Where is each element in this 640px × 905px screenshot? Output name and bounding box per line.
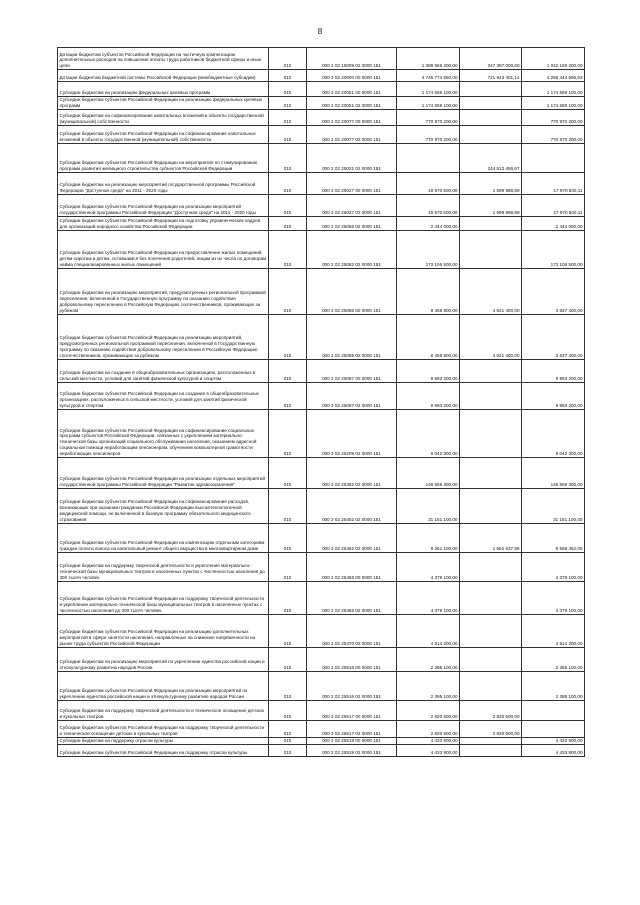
row-kbk-cell: 000 2 02 25082 02 0000 151 <box>307 230 397 268</box>
row-code-cell: 010 <box>269 737 307 744</box>
row-code-cell: 010 <box>269 314 307 359</box>
row-rest-cell <box>522 720 585 737</box>
row-code-cell: 010 <box>269 143 307 172</box>
row-rest-cell: 9 993 200,00 <box>522 382 585 409</box>
row-name-cell: Субсидии бюджетам субъектов Российской Федерации на поддержку творческой деятельности и укрепление материально-технической базы муниципальных театров в населенных пунктах с численностью населения до 300 тысяч человек <box>58 581 269 614</box>
row-rest-cell: 6 042 300,00 <box>522 409 585 457</box>
row-plan-cell <box>397 143 460 172</box>
row-rest-cell: 3 837 400,00 <box>522 268 585 314</box>
row-kbk-cell: 000 2 02 25466 02 0000 151 <box>307 581 397 614</box>
row-rest-cell: 1 174 669 100,00 <box>522 97 585 110</box>
table-row <box>58 581 585 614</box>
row-kbk-cell: 000 2 02 20000 00 0000 151 <box>307 70 397 82</box>
row-rest-cell: 4 433 900,00 <box>522 737 585 744</box>
row-kbk-cell: 000 2 02 25021 02 0000 151 <box>307 143 397 172</box>
row-name-cell: Субсидии бюджетам на поддержку творческой деятельности и укрепление материально-технической базы муниципальных театров в населенных пунктах с численностью населения до 300 тысяч человек <box>58 552 269 581</box>
row-kbk-cell: 000 2 02 20077 00 0000 151 <box>307 109 397 125</box>
table-row <box>58 172 585 194</box>
row-kbk-cell: 000 2 02 25470 02 0000 151 <box>307 614 397 647</box>
row-code-cell: 010 <box>269 523 307 552</box>
table-row <box>58 109 585 125</box>
row-kbk-cell: 000 2 02 25066 02 0000 151 <box>307 216 397 230</box>
row-fact-cell <box>460 97 522 110</box>
row-name-cell: Дотации бюджетам субъектов Российской Федерации на частичную компенсацию дополнительных расходов на повышение оплаты труда работников бюджетной сферы и иные цели <box>58 48 269 70</box>
table-row <box>58 48 585 70</box>
row-name-cell: Субсидии бюджетам субъектов Российской Федерации на предоставление жилых помещений детям-сиротам и детям, оставшимся без попечения родителей, лицам из их числа по договорам найма специализированных жилых помещений <box>58 230 269 268</box>
row-name-cell: Субсидии бюджетам субъектов Российской Федерации на поддержку творческой деятельности и техническое оснащение детских и кукольных театров <box>58 720 269 737</box>
row-fact-cell: 721 943 401,14 <box>460 70 522 82</box>
row-fact-cell <box>460 216 522 230</box>
row-code-cell: 010 <box>269 268 307 314</box>
row-rest-cell <box>522 700 585 720</box>
row-plan-cell: 4 433 900,00 <box>397 744 460 756</box>
row-name-cell: Субсидии бюджетам на реализацию мероприятий по укреплению единства российской нации и этнокультурному развитию народов России <box>58 647 269 671</box>
row-rest-cell: 1 174 669 100,00 <box>522 82 585 97</box>
row-rest-cell: 3 837 400,00 <box>522 314 585 359</box>
row-kbk-cell: 000 2 02 25086 02 0000 151 <box>307 314 397 359</box>
row-code-cell: 010 <box>269 581 307 614</box>
row-plan-cell: 6 042 300,00 <box>397 409 460 457</box>
row-plan-cell: 2 395 100,00 <box>397 671 460 700</box>
row-name-cell: Субсидии бюджетам субъектов Российской Федерации на реализацию мероприятий, предусмотренных региональной программой переселения, включенной в Государственную программу по оказанию содействия добровольному переселению в Российскую Федерацию соотечественников, проживающих за рубежом <box>58 314 269 359</box>
row-name-cell: Субсидии бюджетам субъектов Российской Федерации на реализацию дополнительных мероприятий в сфере занятости населения, направленных на снижение напряженности на рынке труда субъектов Российской Федерации <box>58 614 269 647</box>
table-row <box>58 457 585 488</box>
row-kbk-cell: 000 2 02 25402 02 0000 151 <box>307 488 397 523</box>
row-rest-cell: 17 970 500,11 <box>522 172 585 194</box>
row-plan-cell: 146 659 300,00 <box>397 457 460 488</box>
row-rest-cell: 9 993 200,00 <box>522 359 585 382</box>
row-fact-cell <box>460 82 522 97</box>
row-name-cell: Субсидии бюджетам субъектов Российской Федерации на софинансирование капитальных вложений в объекты государственной (муниципальной) собственности <box>58 125 269 143</box>
row-fact-cell <box>460 125 522 143</box>
table-row <box>58 314 585 359</box>
row-fact-cell <box>460 359 522 382</box>
row-fact-cell: 244 513 456,67 <box>460 143 522 172</box>
row-kbk-cell: 000 2 02 25097 02 0000 151 <box>307 382 397 409</box>
row-plan-cell: 4 914 200,00 <box>397 614 460 647</box>
row-plan-cell: 1 174 669 100,00 <box>397 82 460 97</box>
row-kbk-cell: 000 2 02 25462 02 0000 151 <box>307 523 397 552</box>
row-rest-cell: 4 379 100,00 <box>522 552 585 581</box>
row-name-cell: Субсидии бюджетам субъектов Российской Федерации на мероприятия по стимулированию программ развития жилищного строительства субъектов Российской Федерации <box>58 143 269 172</box>
row-fact-cell: 1 599 988,89 <box>460 194 522 216</box>
row-plan-cell: 4 745 774 550,00 <box>397 70 460 82</box>
table-row <box>58 409 585 457</box>
row-name-cell: Субсидии бюджетам на реализацию мероприятий, предусмотренных региональной программой переселения, включенной в Государственную программу по оказанию содействия добровольному переселению в Российскую Федерацию соотечественников, проживающих за рубежом <box>58 268 269 314</box>
table-row <box>58 382 585 409</box>
row-code-cell: 010 <box>269 48 307 70</box>
row-code-cell: 010 <box>269 409 307 457</box>
row-kbk-cell: 000 2 02 20077 02 0000 151 <box>307 125 397 143</box>
row-code-cell: 010 <box>269 230 307 268</box>
table-row <box>58 82 585 97</box>
row-code-cell: 010 <box>269 172 307 194</box>
row-plan-cell: 4 379 100,00 <box>397 552 460 581</box>
row-rest-cell: 4 379 100,00 <box>522 581 585 614</box>
row-name-cell: Субсидии бюджетам субъектов Российской Федерации на компенсацию отдельным категориям граждан оплаты взноса на капитальный ремонт общего имущества в многоквартирном доме <box>58 523 269 552</box>
row-code-cell: 010 <box>269 97 307 110</box>
row-plan-cell: 1 389 566 200,00 <box>397 48 460 70</box>
row-code-cell: 010 <box>269 82 307 97</box>
table-row <box>58 70 585 82</box>
budget-table <box>57 47 585 757</box>
table-row <box>58 488 585 523</box>
row-plan-cell: 8 458 800,00 <box>397 268 460 314</box>
row-code-cell: 010 <box>269 720 307 737</box>
row-kbk-cell: 000 2 02 25209 02 0000 151 <box>307 409 397 457</box>
row-fact-cell <box>460 488 522 523</box>
row-plan-cell: 8 251 100,00 <box>397 523 460 552</box>
row-fact-cell: 1 662 637,95 <box>460 523 522 552</box>
row-fact-cell <box>460 581 522 614</box>
row-fact-cell <box>460 230 522 268</box>
row-code-cell: 010 <box>269 382 307 409</box>
row-kbk-cell: 000 2 02 25027 02 0000 151 <box>307 194 397 216</box>
row-fact-cell <box>460 614 522 647</box>
row-kbk-cell: 000 2 02 25519 02 0000 151 <box>307 744 397 756</box>
row-kbk-cell: 000 2 02 20051 00 0000 151 <box>307 82 397 97</box>
row-plan-cell: 9 993 200,00 <box>397 359 460 382</box>
row-rest-cell: 17 970 500,11 <box>522 194 585 216</box>
row-code-cell: 010 <box>269 109 307 125</box>
row-plan-cell: 770 970 200,00 <box>397 125 460 143</box>
row-kbk-cell: 000 2 02 25517 00 0000 151 <box>307 700 397 720</box>
row-name-cell: Субсидии бюджетам на реализацию федеральных целевых программ <box>58 82 269 97</box>
row-name-cell: Субсидии бюджетам субъектов Российской Федерации на создание в общеобразовательных организациях, расположенных в сельской местности, условий для занятий физической культурой и спортом <box>58 382 269 409</box>
row-fact-cell <box>460 457 522 488</box>
table-row <box>58 647 585 671</box>
row-name-cell: Субсидии бюджетам субъектов Российской Федерации на реализацию отдельных мероприятий государственной программы Российской Федерации "Развитие здравоохранения" <box>58 457 269 488</box>
row-fact-cell <box>460 671 522 700</box>
table-row <box>58 523 585 552</box>
row-name-cell: Субсидии бюджетам субъектов Российской Федерации на реализацию мероприятий государственной программы Российской Федерации "Доступная среда" на 2011 - 2020 годы <box>58 194 269 216</box>
row-fact-cell <box>460 744 522 756</box>
row-name-cell: Субсидии бюджетам субъектов Российской Федерации на софинансирование расходов, возникающих при оказании гражданам Российской Федерации высокотехнологичной медицинской помощи, не включенной в базовую программу обязательного медицинского страхования <box>58 488 269 523</box>
row-name-cell: Субсидии бюджетам на поддержку творческой деятельности и техническое оснащение детских и кукольных театров <box>58 700 269 720</box>
row-rest-cell: 4 433 900,00 <box>522 744 585 756</box>
row-rest-cell <box>522 143 585 172</box>
row-name-cell: Субсидии бюджетам на реализацию мероприятий государственной программы Российской Федерации "Доступная среда" на 2011 - 2020 годы <box>58 172 269 194</box>
row-rest-cell: 4 914 200,00 <box>522 614 585 647</box>
row-kbk-cell: 000 2 02 25097 00 0000 151 <box>307 359 397 382</box>
table-row <box>58 671 585 700</box>
row-code-cell: 010 <box>269 700 307 720</box>
row-name-cell: Субсидии бюджетам на создание в общеобразовательных организациях, расположенных в сельской местности, условий для занятий физической культурой и спортом <box>58 359 269 382</box>
row-code-cell: 010 <box>269 216 307 230</box>
row-rest-cell: 770 970 200,00 <box>522 125 585 143</box>
row-rest-cell: 6 588 462,05 <box>522 523 585 552</box>
row-plan-cell: 2 395 100,00 <box>397 647 460 671</box>
row-name-cell: Субсидии бюджетам субъектов Российской Федерации на софинансирование социальных программ субъектов Российской Федерации, связанных с укреплением материально-технической базы организаций социального обслуживания населения, оказанием адресной социальной помощи неработающим пенсионерам, обучением компьютерной грамотности неработающих пенсионеров <box>58 409 269 457</box>
row-kbk-cell: 000 2 02 25086 00 0000 151 <box>307 268 397 314</box>
row-kbk-cell: 000 2 02 15009 02 0000 151 <box>307 48 397 70</box>
row-rest-cell: 2 444 000,00 <box>522 216 585 230</box>
row-plan-cell: 4 433 900,00 <box>397 737 460 744</box>
table-row <box>58 359 585 382</box>
table-row <box>58 744 585 756</box>
row-plan-cell: 173 106 500,00 <box>397 230 460 268</box>
table-row <box>58 216 585 230</box>
row-rest-cell: 770 970 200,00 <box>522 109 585 125</box>
table-row <box>58 194 585 216</box>
row-rest-cell: 2 395 100,00 <box>522 647 585 671</box>
row-name-cell: Субсидии бюджетам субъектов Российской Федерации на реализацию мероприятий по укреплению единства российской нации и этнокультурному развитию народов России <box>58 671 269 700</box>
row-code-cell: 010 <box>269 671 307 700</box>
page-number: 8 <box>317 27 323 36</box>
row-name-cell: Субсидии бюджетам субъектов Российской Федерации на поддержку отрасли культуры <box>58 744 269 756</box>
row-kbk-cell: 000 2 02 25516 00 0000 151 <box>307 647 397 671</box>
budget-table-body <box>58 48 585 757</box>
row-fact-cell: 1 599 988,89 <box>460 172 522 194</box>
row-plan-cell: 770 970 200,00 <box>397 109 460 125</box>
row-code-cell: 010 <box>269 194 307 216</box>
row-rest-cell: 2 395 100,00 <box>522 671 585 700</box>
row-rest-cell: 1 042 169 200,00 <box>522 48 585 70</box>
row-rest-cell: 31 161 100,00 <box>522 488 585 523</box>
table-row <box>58 720 585 737</box>
row-fact-cell: 347 397 000,00 <box>460 48 522 70</box>
row-plan-cell: 9 993 200,00 <box>397 382 460 409</box>
row-plan-cell: 19 570 500,00 <box>397 194 460 216</box>
row-plan-cell: 1 174 669 100,00 <box>397 97 460 110</box>
row-rest-cell: 4 268 444 596,83 <box>522 70 585 82</box>
row-rest-cell: 146 659 300,00 <box>522 457 585 488</box>
row-kbk-cell: 000 2 02 25027 00 0000 151 <box>307 172 397 194</box>
row-fact-cell <box>460 737 522 744</box>
row-rest-cell: 173 106 500,00 <box>522 230 585 268</box>
row-name-cell: Субсидии бюджетам на софинансирование капитальных вложений в объекты государственной (муниципальной) собственности <box>58 109 269 125</box>
table-row <box>58 700 585 720</box>
row-kbk-cell: 000 2 02 25519 00 0000 151 <box>307 737 397 744</box>
row-plan-cell: 2 444 000,00 <box>397 216 460 230</box>
row-fact-cell: 4 621 400,00 <box>460 314 522 359</box>
row-code-cell: 010 <box>269 744 307 756</box>
row-plan-cell: 4 379 100,00 <box>397 581 460 614</box>
row-kbk-cell: 000 2 02 25517 02 0000 151 <box>307 720 397 737</box>
row-kbk-cell: 000 2 02 25516 02 0000 151 <box>307 671 397 700</box>
row-plan-cell: 8 458 800,00 <box>397 314 460 359</box>
table-row <box>58 143 585 172</box>
row-code-cell: 010 <box>269 488 307 523</box>
row-code-cell: 010 <box>269 125 307 143</box>
row-fact-cell: 4 621 400,00 <box>460 268 522 314</box>
table-row <box>58 230 585 268</box>
row-fact-cell <box>460 647 522 671</box>
row-fact-cell <box>460 552 522 581</box>
table-row <box>58 97 585 110</box>
row-code-cell: 010 <box>269 70 307 82</box>
row-fact-cell <box>460 409 522 457</box>
row-fact-cell <box>460 109 522 125</box>
table-row <box>58 268 585 314</box>
table-row <box>58 614 585 647</box>
table-row <box>58 125 585 143</box>
row-code-cell: 010 <box>269 552 307 581</box>
row-code-cell: 010 <box>269 647 307 671</box>
row-kbk-cell: 000 2 02 25466 00 0000 151 <box>307 552 397 581</box>
row-name-cell: Субсидии бюджетам субъектов Российской Федерации на подготовку управленческих кадров для организаций народного хозяйства Российской Федерации <box>58 216 269 230</box>
row-plan-cell: 2 820 500,00 <box>397 700 460 720</box>
row-fact-cell: 2 820 500,00 <box>460 720 522 737</box>
table-row <box>58 737 585 744</box>
row-kbk-cell: 000 2 02 20051 02 0000 151 <box>307 97 397 110</box>
row-name-cell: Субсидии бюджетам субъектов Российской Федерации на реализацию федеральных целевых программ <box>58 97 269 110</box>
row-plan-cell: 19 570 500,00 <box>397 172 460 194</box>
row-fact-cell <box>460 382 522 409</box>
row-name-cell: Дотации бюджетам бюджетной системы Российской Федерации (межбюджетные субсидии) <box>58 70 269 82</box>
row-name-cell: Субсидии бюджетам на поддержку отрасли культуры <box>58 737 269 744</box>
row-plan-cell: 2 820 500,00 <box>397 720 460 737</box>
row-plan-cell: 31 161 100,00 <box>397 488 460 523</box>
row-kbk-cell: 000 2 02 25382 02 0000 151 <box>307 457 397 488</box>
row-code-cell: 010 <box>269 359 307 382</box>
row-code-cell: 010 <box>269 614 307 647</box>
row-code-cell: 010 <box>269 457 307 488</box>
table-row <box>58 552 585 581</box>
row-fact-cell: 2 820 500,00 <box>460 700 522 720</box>
